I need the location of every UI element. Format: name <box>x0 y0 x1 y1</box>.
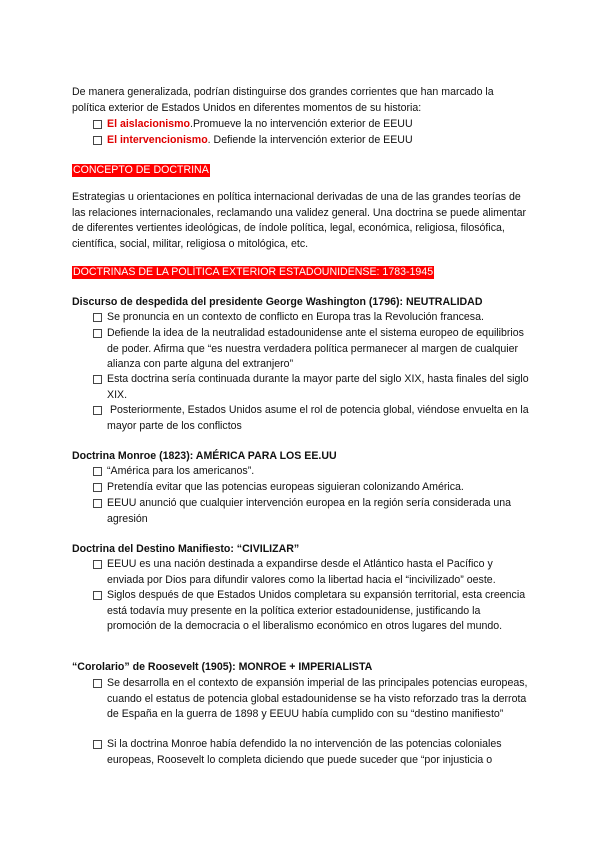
list-item-intervencionismo <box>93 133 530 149</box>
checkbox-icon[interactable] <box>93 483 102 492</box>
term-intervencionismo: El intervencionismo <box>107 134 208 146</box>
section-heading-destino-manifiesto: Doctrina del Destino Manifiesto: “CIVILIZAR” <box>72 543 300 555</box>
term-description: .Promueve la no intervención exterior de EEUU <box>190 118 413 130</box>
list-item: Esta doctrina sería continuada durante la mayor parte del siglo XIX, hasta finales del siglo XIX. <box>93 372 530 403</box>
checkbox-icon[interactable] <box>93 499 102 508</box>
list-item: EEUU anunció que cualquier intervención europea en la región sería considerada una agresión <box>93 496 530 527</box>
list-item: Siglos después de que Estados Unidos completara su expansión territorial, esta creencia está todavía muy presente en la política exterior estadounidense, justificando la promoción de la democracia o el liberalismo económico en otros lugares del mundo. <box>93 588 530 635</box>
checkbox-icon[interactable] <box>93 329 102 338</box>
list-item: Posteriormente, Estados Unidos asume el rol de potencia global, viéndose envuelta en la mayor parte de los conflictos <box>93 403 530 434</box>
list-item: Defiende la idea de la neutralidad estadounidense ante el sistema europeo de equilibrios de poder. Afirma que “es nuestra verdadera política permanecer al margen de cualquier alianza con parte alguna del extranjero” <box>93 326 530 373</box>
list-item-aislacionismo <box>93 117 530 133</box>
list-item: EEUU es una nación destinada a expandirse desde el Atlántico hasta el Pacífico y enviada por Dios para difundir valores como la libertad hacia el “incivilizado” oeste. <box>93 557 530 588</box>
concepto-paragraph: Estrategias u orientaciones en política internacional derivadas de una de las grandes teorías de las relaciones internacionales, reclamando una validez general. Una doctrina se puede alimentar de diferentes vertientes ideológicas, de índole política, legal, económica, religiosa, filosófica, científica, social, militar, religiosa o mitológica, etc. <box>72 191 527 250</box>
checkbox-icon[interactable] <box>93 560 102 569</box>
section-heading-monroe: Doctrina Monroe (1823): AMÉRICA PARA LOS EE.UU <box>72 450 337 462</box>
list-item: Se pronuncia en un contexto de conflicto en Europa tras la Revolución francesa. <box>93 310 530 326</box>
list-item: Pretendía evitar que las potencias europeas siguieran colonizando América. <box>93 480 530 496</box>
term-aislacionismo: El aislacionismo <box>107 118 191 130</box>
intro-paragraph: De manera generalizada, podrían distinguirse dos grandes corrientes que han marcado la política exterior de Estados Unidos en diferentes momentos de su historia: <box>72 86 494 114</box>
checkbox-icon[interactable] <box>93 375 102 384</box>
list-item: “América para los americanos”. <box>93 464 530 480</box>
section-heading-washington: Discurso de despedida del presidente George Washington (1796): NEUTRALIDAD <box>72 296 483 308</box>
section-label-concepto: CONCEPTO DE DOCTRINA <box>73 164 209 176</box>
list-item: Se desarrolla en el contexto de expansión imperial de las principales potencias europeas, cuando el estatus de potencia global estadounidense se ha visto reforzado tras la derrota de España en la guerra de 1898 y EEUU había cumplido con su “destino manifiesto” <box>93 676 530 723</box>
section-label-doctrinas: DOCTRINAS DE LA POLÍTICA EXTERIOR ESTADOUNIDENSE: 1783-1945 <box>73 266 434 278</box>
checkbox-icon[interactable] <box>93 406 102 415</box>
checkbox-icon[interactable] <box>93 679 102 688</box>
checkbox-icon[interactable] <box>93 467 102 476</box>
checkbox-icon[interactable] <box>93 740 102 749</box>
checkbox-icon[interactable] <box>93 591 102 600</box>
checkbox-icon[interactable] <box>93 313 102 322</box>
checkbox-icon[interactable] <box>93 120 102 129</box>
checkbox-icon[interactable] <box>93 136 102 145</box>
term-description: . Defiende la intervención exterior de EEUU <box>207 134 413 146</box>
section-heading-roosevelt: “Corolario” de Roosevelt (1905): MONROE + IMPERIALISTA <box>72 661 373 673</box>
list-item: Si la doctrina Monroe había defendido la no intervención de las potencias coloniales europeas, Roosevelt lo completa diciendo que puede suceder que “por injusticia o <box>93 737 530 768</box>
